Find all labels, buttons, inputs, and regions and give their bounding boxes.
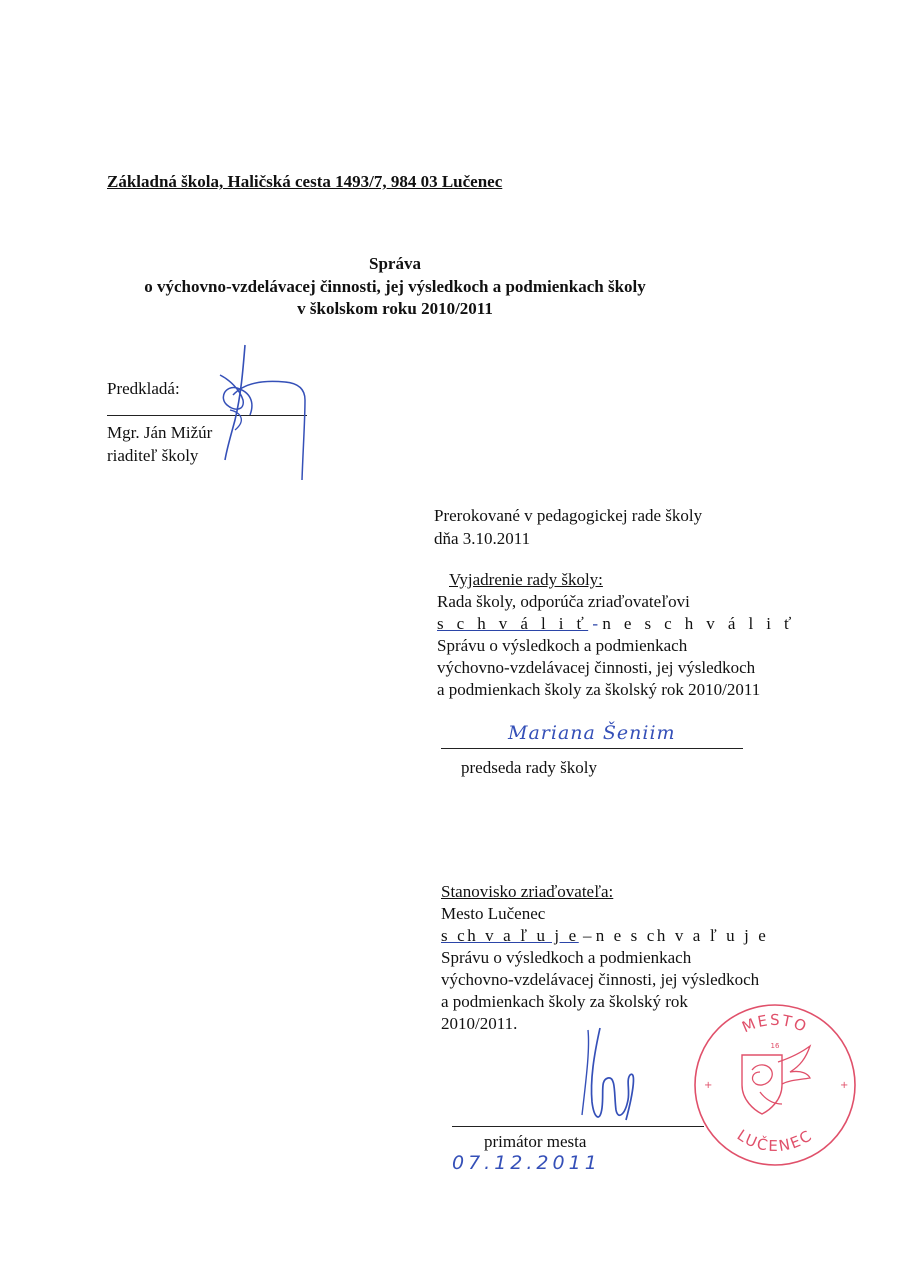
mayor-signature [570,1020,650,1130]
founder-approve-option: s ch v a ľ u j e [441,926,579,945]
stamp-coat-of-arms [742,1046,810,1114]
council-signatory-title: predseda rady školy [461,758,597,777]
council-recommendation: Rada školy, odporúča zriaďovateľovi [437,592,690,611]
founder-text-line2: výchovno-vzdelávacej činnosti, jej výsledkoch [441,970,760,989]
director-signature [205,340,315,490]
founder-text-line4: 2010/2011. [441,1014,518,1033]
submitter-role: riaditeľ školy [107,446,199,465]
stamp-center-mark: 16 [770,1042,780,1050]
council-decision-dash: - [588,614,603,633]
council-reject-option: n e s c h v á l i ť [602,614,796,633]
council-decision [437,612,796,635]
school-header: Základná škola, Haličská cesta 1493/7, 984 03 Lučenec [107,172,503,191]
submitter-name: Mgr. Ján Mižúr [107,423,213,442]
report-title: Správa [369,254,421,273]
discussed-note: Prerokované v pedagogickej rade školy [434,506,703,525]
council-signature-line [441,748,743,749]
founder-city: Mesto Lučenec [441,904,546,923]
council-text-line2: výchovno-vzdelávacej činnosti, jej výsledkoch [437,658,756,677]
submitter-label: Predkladá: [107,379,180,398]
mayor-signatory-title: primátor mesta [484,1132,587,1151]
council-approve-option: s c h v á l i ť [437,614,589,633]
founder-heading: Stanovisko zriaďovateľa: [441,882,614,901]
council-chair-signature: Mariana Šeniim [508,722,676,744]
council-text-line1: Správu o výsledkoch a podmienkach [437,636,688,655]
city-stamp [690,1000,860,1170]
stamp-right-cross: + [840,1080,849,1091]
stamp-bottom-text: LUČENEC [733,1125,817,1156]
council-opinion-heading: Vyjadrenie rady školy: [449,570,603,589]
mayor-handwritten-date: 07.12.2011 [452,1152,601,1174]
stamp-top-text: MESTO [739,1010,811,1037]
stamp-left-cross: + [704,1080,713,1091]
founder-text-line1: Správu o výsledkoch a podmienkach [441,948,692,967]
founder-text-line3: a podmienkach školy za školský rok [441,992,688,1011]
report-subtitle-line1: o výchovno-vzdelávacej činnosti, jej výsledkoch a podmienkach školy [144,277,646,296]
founder-decision [441,924,768,947]
report-subtitle-line2: v školskom roku 2010/2011 [297,299,493,318]
discussed-date: dňa 3.10.2011 [434,529,531,548]
council-text-line3: a podmienkach školy za školský rok 2010/2011 [437,680,761,699]
founder-decision-dash: – [578,926,596,945]
founder-reject-option: n e s ch v a ľ u j e [595,926,769,945]
